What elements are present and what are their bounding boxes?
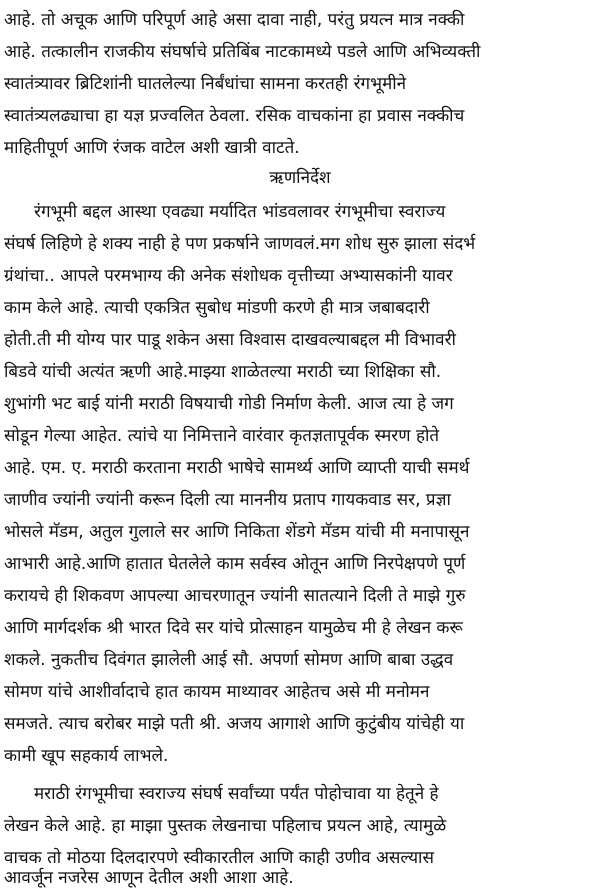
intro-line: स्वातंत्र्यावर ब्रिटिशांनी घातलेल्या निर्बंधांचा सामना करतही रंगभूमीने [4, 74, 407, 94]
paragraph-line: आभारी आहे.आणि हातात घेतलेले काम सर्वस्व ओतून आणि निरपेक्षपणे पूर्ण [4, 554, 466, 574]
document-page [4, 0, 596, 895]
intro-line: आहे. तो अचूक आणि परिपूर्ण आहे असा दावा नाही, परंतु प्रयत्न मात्र नक्की [4, 10, 465, 30]
section-heading: ऋणनिर्देश [269, 168, 331, 188]
paragraph-line: रंगभूमी बद्दल आस्था एवढ्या मर्यादित भांडवलावर रंगभूमीचा स्वराज्य [34, 202, 446, 222]
intro-line: स्वातंत्र्यलढ्याचा हा यज्ञ प्रज्वलित ठेवला. रसिक वाचकांना हा प्रवास नक्कीच [4, 106, 465, 126]
paragraph-line: जाणीव ज्यांनी ज्यांनी करून दिली त्या माननीय प्रताप गायकवाड सर, प्रज्ञा [4, 490, 451, 510]
paragraph-line: आणि मार्गदर्शक श्री भारत दिवे सर यांचे प्रोत्साहन यामुळेच मी हे लेखन करू [4, 618, 463, 638]
paragraph-line: सोमण यांचे आशीर्वादाचे हात कायम माथ्यावर आहेतच असे मी मनोमन [4, 682, 430, 702]
paragraph-line: करायचे ही शिकवण आपल्या आचरणातून ज्यांनी सातत्याने दिली ते माझे गुरु [4, 586, 466, 606]
paragraph-line: संघर्ष लिहिणे हे शक्य नाही हे पण प्रकर्षाने जाणवलं.मग शोध सुरु झाला संदर्भ [4, 234, 476, 254]
paragraph-line: लेखन केले आहे. हा माझा पुस्तक लेखनाचा पहिलाच प्रयत्न आहे, त्यामुळे [4, 816, 447, 836]
paragraph-line: आहे. एम. ए. मराठी करताना मराठी भाषेचे सामर्थ्य आणि व्याप्ती याची समर्थ [4, 458, 470, 478]
intro-line: माहितीपूर्ण आणि रंजक वाटेल अशी खात्री वाटते. [4, 138, 300, 158]
paragraph-line: कामी खूप सहकार्य लाभले. [4, 746, 169, 766]
paragraph-line: समजते. त्याच बरोबर माझे पती श्री. अजय आगाशे आणि कुटुंबीय यांचेही या [4, 714, 465, 734]
paragraph-line: शुभांगी भट बाई यांनी मराठी विषयाची गोडी निर्माण केली. आज त्या हे जग [4, 394, 454, 414]
paragraph-line: काम केले आहे. त्याची एकत्रित सुबोध मांडणी करणे ही मात्र जबाबदारी [4, 298, 430, 318]
paragraph-line: भोसले मॅडम, अतुल गुलाले सर आणि निकिता शेंडगे मॅडम यांची मी मनापासून [4, 522, 470, 542]
paragraph-line: आवर्जून नजरेस आणून देतील अशी आशा आहे. [4, 868, 294, 888]
paragraph-line: होती.ती मी योग्य पार पाडू शकेन असा विश्वास दाखवल्याबद्दल मी विभावरी [4, 330, 456, 350]
paragraph-line: सोडून गेल्या आहेत. त्यांचे या निमित्ताने वारंवार कृतज्ञतापूर्वक स्मरण होते [4, 426, 440, 446]
paragraph-line: बिडवे यांची अत्यंत ऋणी आहे.माझ्या शाळेतल्या मराठी च्या शिक्षिका सौ. [4, 362, 442, 382]
paragraph-line: वाचक तो मोठया दिलदारपणे स्वीकारतील आणि काही उणीव असल्यास [4, 848, 434, 868]
paragraph-line: मराठी रंगभूमीचा स्वराज्य संघर्ष सर्वांच्या पर्यंत पोहोचावा या हेतूने हे [34, 784, 439, 804]
paragraph-line: शकले. नुकतीच दिवंगत झालेली आई सौ. अपर्णा सोमण आणि बाबा उद्धव [4, 650, 454, 670]
paragraph-line: ग्रंथांचा.. आपले परमभाग्य की अनेक संशोधक वृत्तीच्या अभ्यासकांनी यावर [4, 266, 453, 286]
intro-line: आहे. तत्कालीन राजकीय संघर्षाचे प्रतिबिंब नाटकामध्ये पडले आणि अभिव्यक्ती [4, 42, 481, 62]
